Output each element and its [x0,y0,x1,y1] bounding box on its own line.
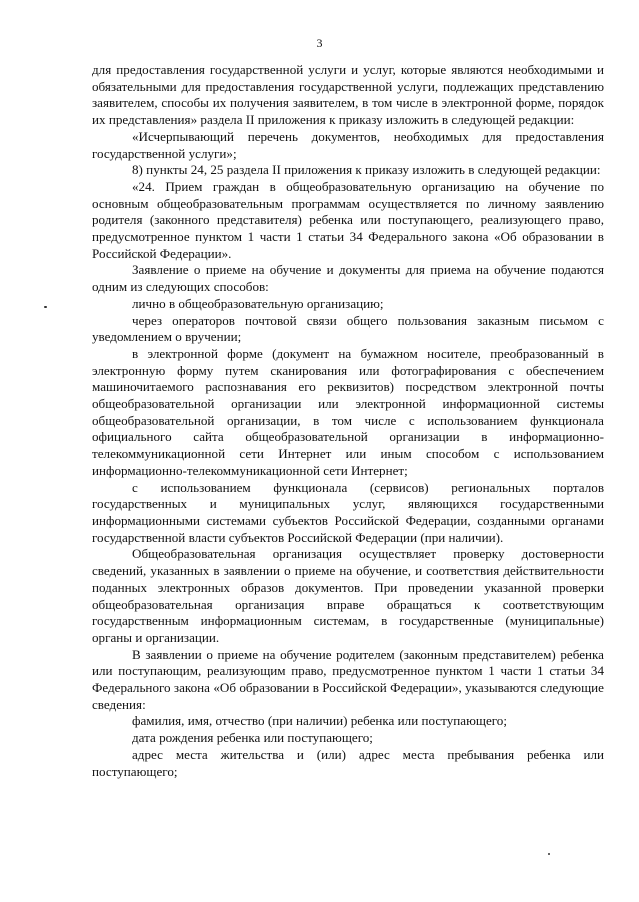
paragraph: Заявление о приеме на обучение и документы для приема на обучение подаются одним из следующих способов: [92,262,604,295]
paragraph: В заявлении о приеме на обучение родителем (законным представителем) ребенка или поступающим, реализующим право, предусмотренное пунктом 1 части 1 статьи 34 Федерального закона «Об образовании в Российской Федерации», указываются следующие сведения: [92,646,604,712]
paragraph: дата рождения ребенка или поступающего; [132,730,373,746]
document-body [92,62,604,780]
paragraph: «Исчерпывающий перечень документов, необходимых для предоставления государственной услуги»; [92,128,604,161]
paragraph: 8) пункты 24, 25 раздела II приложения к приказу изложить в следующей редакции: [132,162,601,178]
scan-speck [548,853,550,855]
paragraph: «24. Прием граждан в общеобразовательную организацию на обучение по основным общеобразовательным программам осуществляется по личному заявлению родителя (законного представителя) ребенка или поступающего, реализующего право, предусмотренное пунктом 1 части 1 статьи 34 Федерального закона «Об образовании в Российской Федерации». [92,178,604,261]
paragraph: фамилия, имя, отчество (при наличии) ребенка или поступающего; [132,713,507,729]
paragraph: адрес места жительства и (или) адрес места пребывания ребенка или поступающего; [92,746,604,779]
scan-speck [44,306,47,308]
paragraph: лично в общеобразовательную организацию; [132,295,384,311]
paragraph: через операторов почтовой связи общего пользования заказным письмом с уведомлением о вручении; [92,312,604,345]
page-number: 3 [316,36,323,50]
paragraph: с использованием функционала (сервисов) региональных порталов государственных и муниципальных услуг, являющихся государственными информационными системами субъектов Российской Федерации, созданными органами государственной власти субъектов Российской Федерации (при наличии). [92,479,604,545]
paragraph: Общеобразовательная организация осуществляет проверку достоверности сведений, указанных в заявлении о приеме на обучение, и соответствия действительности поданных электронных образов документов. При проведении указанной проверки общеобразовательная организация вправе обращаться к соответствующим государственным информационным системам, в государственные (муниципальные) органы и организации. [92,546,604,645]
paragraph: для предоставления государственной услуги и услуг, которые являются необходимыми и обязательными для предоставления государственной услуги, подлежащих представлению заявителем, способы их получения заявителем, в том числе в электронной форме, порядок их представления» раздела II приложения к приказу изложить в следующей редакции: [92,62,604,128]
paragraph: в электронной форме (документ на бумажном носителе, преобразованный в электронную форму путем сканирования или фотографирования с обеспечением машиночитаемого распознавания его реквизитов) посредством электронной почты общеобразовательной организации или электронной информационной системы общеобразовательной организации, в том числе с использованием функционала официального сайта общеобразовательной организации в информационно-телекоммуникационной сети Интернет или иным способом с использованием информационно-телекоммуникационной сети Интернет; [92,345,604,478]
